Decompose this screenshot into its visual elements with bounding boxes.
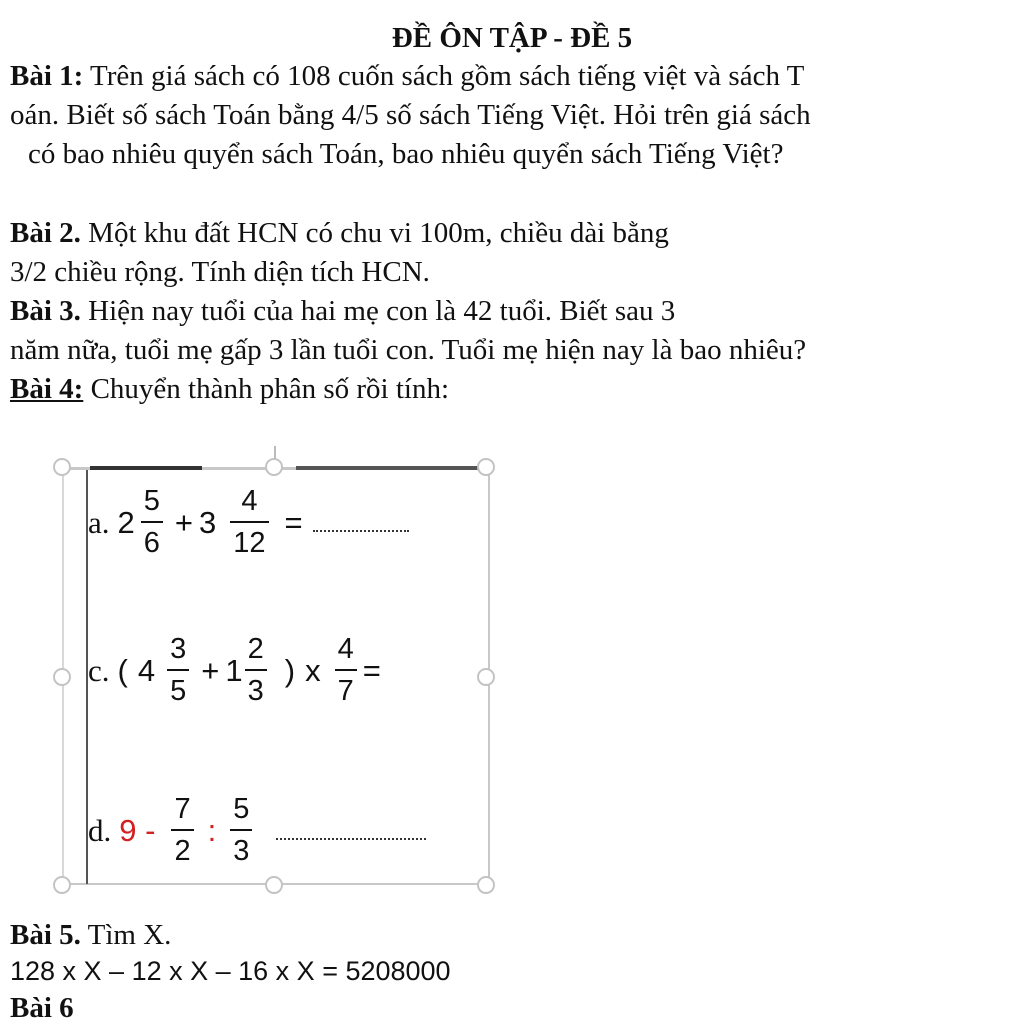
eq-d-op: : xyxy=(207,812,217,848)
eq-d-fraction1 xyxy=(171,795,193,866)
eq-a-prefix: a. xyxy=(88,504,110,540)
bai2-text1: Một khu đất HCN có chu vi 100m, chiều dài bằng xyxy=(80,217,669,249)
bai4-line xyxy=(10,375,449,404)
resize-handle-top-left[interactable] xyxy=(53,458,71,476)
resize-handle-bottom-right[interactable] xyxy=(477,876,495,894)
eq-c-whole2: 1 xyxy=(225,652,243,688)
equation-a xyxy=(88,487,409,558)
eq-c-op: + xyxy=(201,652,220,688)
textbox-top-dark xyxy=(90,466,202,470)
eq-c-f2-num: 2 xyxy=(247,633,264,665)
bai5-equation: 128 x X – 12 x X – 16 x X = 5208000 xyxy=(10,956,451,986)
bai6-label-text: Bài 6 xyxy=(10,992,74,1024)
eq-d-fraction2 xyxy=(230,795,252,866)
eq-c-prefix: c. xyxy=(88,652,110,688)
bai1-line1 xyxy=(10,62,804,91)
bai2-line1 xyxy=(10,219,669,248)
eq-d-start: 9 - xyxy=(119,812,156,848)
eq-d-f1-num: 7 xyxy=(174,793,191,825)
bai2-line2: 3/2 chiều rộng. Tính diện tích HCN. xyxy=(10,256,430,288)
equation-d xyxy=(88,795,426,866)
eq-a-equals: = xyxy=(284,504,303,540)
bai3-line2: năm nữa, tuổi mẹ gấp 3 lần tuổi con. Tuổi mẹ hiện nay là bao nhiêu? xyxy=(10,334,807,366)
eq-c-f1-num: 3 xyxy=(170,633,187,665)
eq-d-f2-den: 3 xyxy=(233,835,250,867)
bai5-label: Bài 5. xyxy=(10,919,81,951)
eq-a-fraction2 xyxy=(230,487,268,558)
resize-handle-middle-right[interactable] xyxy=(477,668,495,686)
eq-c-whole1: 4 xyxy=(137,652,156,688)
eq-c-equals: = xyxy=(362,652,381,688)
eq-c-open-paren: ( xyxy=(117,652,128,688)
eq-a-f1-num: 5 xyxy=(143,485,160,517)
eq-a-f1-den: 6 xyxy=(143,527,160,559)
bai1-line3: có bao nhiêu quyển sách Toán, bao nhiêu quyển sách Tiếng Việt? xyxy=(28,138,784,170)
bai1-label: Bài 1: xyxy=(10,60,84,92)
eq-a-whole2: 3 xyxy=(199,504,217,540)
eq-c-times: x xyxy=(305,652,321,688)
eq-a-op: + xyxy=(174,504,194,540)
eq-a-answer-blank[interactable] xyxy=(313,530,409,532)
resize-handle-bottom-left[interactable] xyxy=(53,876,71,894)
textbox-top-dark2 xyxy=(296,466,486,470)
bai3-line1 xyxy=(10,297,675,326)
page-title: ĐỀ ÔN TẬP - ĐỀ 5 xyxy=(391,22,633,54)
eq-c-fraction3 xyxy=(335,635,357,706)
bai3-label: Bài 3. xyxy=(10,295,81,327)
bai2-label: Bài 2. xyxy=(10,217,81,249)
eq-d-f2-num: 5 xyxy=(233,793,250,825)
eq-c-f3-den: 7 xyxy=(337,675,354,707)
bai5-text: Tìm X. xyxy=(80,919,172,951)
eq-a-f2-den: 12 xyxy=(233,527,266,559)
resize-handle-top-middle[interactable] xyxy=(265,458,283,476)
resize-handle-middle-left[interactable] xyxy=(53,668,71,686)
resize-handle-top-right[interactable] xyxy=(477,458,495,476)
eq-d-answer-blank[interactable] xyxy=(276,838,426,840)
bai1-text1: Trên giá sách có 108 cuốn sách gồm sách tiếng việt và sách T xyxy=(83,60,805,92)
equation-c xyxy=(88,635,381,706)
bai4-label: Bài 4: xyxy=(10,373,84,405)
eq-c-f2-den: 3 xyxy=(247,675,264,707)
eq-c-close-paren: ) xyxy=(284,652,296,688)
resize-handle-bottom-middle[interactable] xyxy=(265,876,283,894)
eq-c-fraction1 xyxy=(167,635,189,706)
bai5-line1 xyxy=(10,921,171,950)
eq-a-fraction1 xyxy=(141,487,163,558)
bai6-label xyxy=(10,994,74,1023)
bai4-text: Chuyển thành phân số rồi tính: xyxy=(83,373,449,405)
eq-d-prefix: d. xyxy=(88,812,112,848)
eq-c-f3-num: 4 xyxy=(337,633,354,665)
eq-c-f1-den: 5 xyxy=(170,675,187,707)
eq-d-f1-den: 2 xyxy=(174,835,191,867)
bai1-line2: oán. Biết số sách Toán bằng 4/5 số sách Tiếng Việt. Hỏi trên giá sách xyxy=(10,99,811,131)
eq-a-f2-num: 4 xyxy=(241,485,258,517)
eq-a-whole1: 2 xyxy=(117,504,135,540)
eq-c-fraction2 xyxy=(245,635,267,706)
bai3-text1: Hiện nay tuổi của hai mẹ con là 42 tuổi. Biết sau 3 xyxy=(80,295,676,327)
